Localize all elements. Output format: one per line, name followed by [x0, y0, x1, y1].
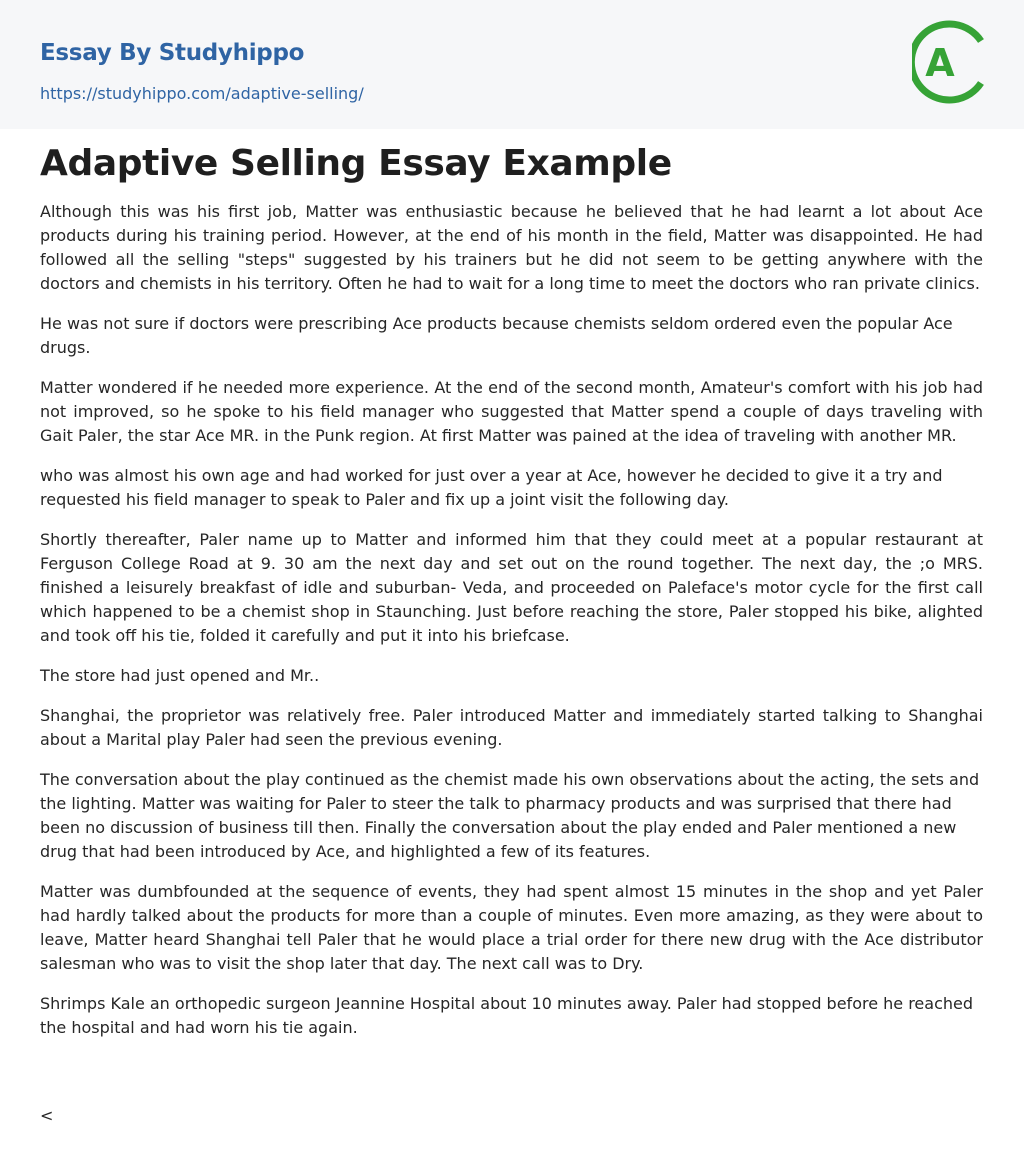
logo-letter: A	[925, 41, 955, 85]
site-header	[0, 0, 1024, 129]
essay-paragraph: Matter wondered if he needed more experience. At the end of the second month, Amateur's comfort with his job had not improved, so he spoke to his field manager who suggested that Matter spend a couple of days traveling with Gait Paler, the star Ace MR. in the Punk region. At first Matter was pained at the idea of traveling with another MR.	[40, 378, 983, 445]
site-brand[interactable]: Essay By Studyhippo	[40, 40, 305, 66]
page-title: Adaptive Selling Essay Example	[40, 143, 672, 184]
essay-paragraph: who was almost his own age and had worked for just over a year at Ace, however he decided to give it a try and requested his field manager to speak to Paler and fix up a joint visit the following day.	[40, 466, 943, 509]
essay-paragraph: Shrimps Kale an orthopedic surgeon Jeannine Hospital about 10 minutes away. Paler had stopped before he reached the hospital and had worn his tie again.	[40, 994, 974, 1037]
essay-paragraph: Matter was dumbfounded at the sequence of events, they had spent almost 15 minutes in the shop and yet Paler had hardly talked about the products for more than a couple of minutes. Even more amazing, as they were about to leave, Matter heard Shanghai tell Paler that he would place a trial order for there new drug with the Ace distributor salesman who was to visit the shop later that day. The next call was to Dry.	[40, 882, 983, 973]
essay-body	[40, 200, 983, 1056]
essay-url-link[interactable]: https://studyhippo.com/adaptive-selling/	[40, 84, 364, 103]
essay-paragraph: Shanghai, the proprietor was relatively free. Paler introduced Matter and immediately started talking to Shanghai about a Marital play Paler had seen the previous evening.	[40, 706, 983, 749]
essay-paragraph: He was not sure if doctors were prescribing Ace products because chemists seldom ordered even the popular Ace drugs.	[40, 314, 953, 357]
essay-paragraph: The store had just opened and Mr..	[40, 666, 320, 685]
essay-paragraph: Shortly thereafter, Paler name up to Matter and informed him that they could meet at a popular restaurant at Ferguson College Road at 9. 30 am the next day and set out on the round together. The next day, the ;o MRS. finished a leisurely breakfast of idle and suburban- Veda, and proceeded on Paleface's motor cycle for the first call which happened to be a chemist shop in Staunching. Just before reaching the store, Paler stopped his bike, alighted and took off his tie, folded it carefully and put it into his briefcase.	[40, 530, 983, 645]
essay-paragraph: Although this was his first job, Matter was enthusiastic because he believed that he had learnt a lot about Ace products during his training period. However, at the end of his month in the field, Matter was disappointed. He had followed all the selling "steps" suggested by his trainers but he did not seem to be getting anywhere with the doctors and chemists in his territory. Often he had to wait for a long time to meet the doctors who ran private clinics.	[40, 202, 983, 293]
previous-page-link[interactable]: <	[40, 1106, 54, 1125]
essay-paragraph: The conversation about the play continued as the chemist made his own observations about the acting, the sets and the lighting. Matter was waiting for Paler to steer the talk to pharmacy products and was surprised that there had been no discussion of business till then. Finally the conversation about the play ended and Paler mentioned a new drug that had been introduced by Ace, and highlighted a few of its features.	[40, 770, 980, 861]
studyhippo-logo-icon[interactable]	[912, 19, 986, 105]
